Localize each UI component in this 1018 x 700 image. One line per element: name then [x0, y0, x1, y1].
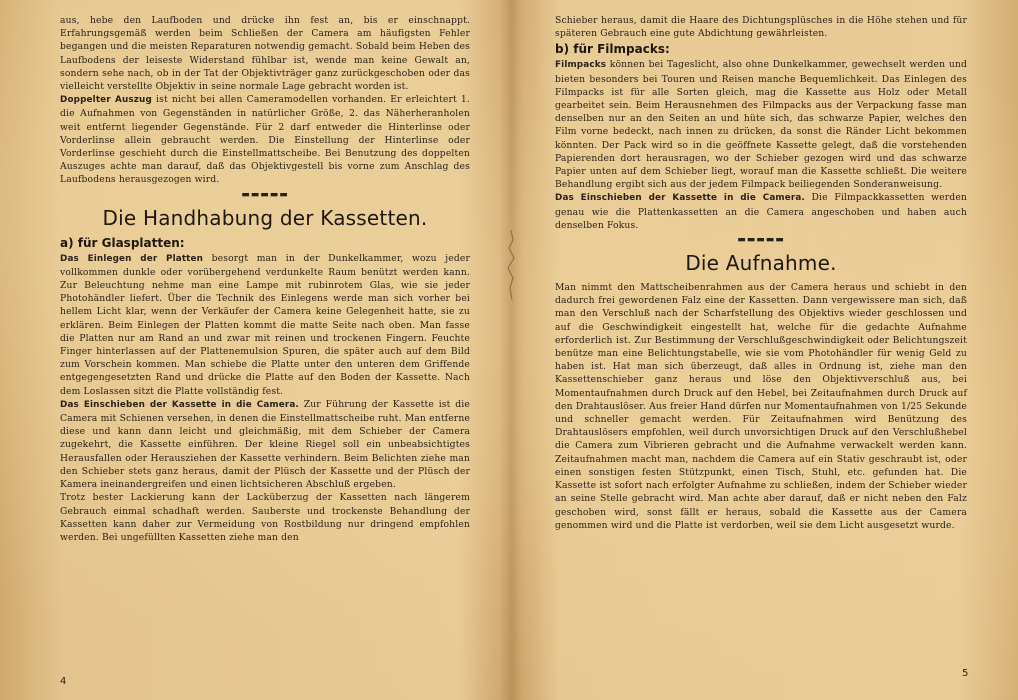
left-paragraph-2-lead: Doppelter Auszug	[60, 95, 152, 106]
left-subheading: a) für Glasplatten:	[60, 235, 185, 250]
left-paragraph-2	[60, 93, 470, 186]
left-paragraph-4	[60, 398, 470, 491]
right-paragraph-4: Man nimmt den Mattscheibenrahmen aus der Camera heraus und schiebt in den dadurch frei gewordenen Falz eine der Kassetten. Dann vergewissere man sich, daß man den Verschluß nach der Scharfstellung des Objektivs wieder geschlossen und auf die Geschwindigkeit eingestellt hat, welche für die gedachte Aufnahme erforderlich ist. Zur Bestimmung der Verschlußgeschwindigkeit oder Belichtungszeit benütze man eine Belichtungstabelle, wie sie vom Photohändler für wenig Geld zu haben ist. Hat man sich überzeugt, daß alles in Ordnung ist, ziehe man den Kassettenschieber ganz heraus und löse den Objektivverschluß aus, bei Momentaufnahmen durch Druck auf den Hebel, bei Zeitaufnahmen durch Druck auf den Drahtauslöser. Aus freier Hand dürfen nur Momentaufnahmen von 1/25 Sekunde und schneller gemacht werden. Für Zeitaufnahmen wird Benützung des Drahtauslösers empfohlen, weil durch unvorsichtigen Druck auf den Verschlußhebel die Camera zum Vibrieren gebracht und die Aufnahme verwackelt werden kann. Zeitaufnahmen macht man, nachdem die Camera auf ein Stativ geschraubt ist, oder einen sonstigen festen Stützpunkt, einen Tisch, Stuhl, etc. gefunden hat. Die Kassette ist sofort nach erfolgter Aufnahme zu schließen, indem der Schieber wieder an seine Stelle gebracht wird. Man achte aber darauf, daß er nicht neben den Falz geschoben wird, sonst fällt er heraus, sobald die Kassette aus der Camera genommen wird und die Platte ist verdorben, weil sie dem Licht ausgesetzt wurde.	[555, 282, 967, 531]
center-fold	[500, 0, 522, 700]
left-paragraph-3-lead: Das Einlegen der Platten	[60, 253, 204, 264]
left-ornament: ▬▬▬▬▬	[241, 189, 289, 200]
left-page	[60, 14, 470, 544]
right-paragraph-2-text: können bei Tageslicht, also ohne Dunkelkammer, gewechselt werden und bieten besonders bei Touren und Reisen manche Bequemlichkeit. Das Einlegen des Filmpacks ist für alle Sorten gleich, mag die Kassette aus Holz oder Metall gearbeitet sein. Beim Herausnehmen des Filmpacks aus der Verpackung fasse man denselben nur an den Seiten an und hüte sich, das schwarze Papier, welches den Film vorne bedeckt, nach innen zu drücken, da sonst die Ränder Licht bekommen könnten. Der Pack wird so in die geöffnete Kassette gelegt, daß die vorstehenden Papierenden dort herausragen, wo der Schieber gezogen wird und das schwarze Papier unten auf dem Schieber liegt, worauf man die Kassette schließt. Die weitere Behandlung ergibt sich aus der jedem Filmpack beiliegenden Sonderanweisung.	[555, 59, 967, 191]
left-paragraph-5: Trotz bester Lackierung kann der Lacküberzug der Kassetten nach längerem Gebrauch einmal schadhaft werden. Sauberste und trockenste Behandlung der Kassetten kann daher zur Vermeidung von Rostbildung nur dringend empfohlen werden. Bei ungefüllten Kassetten ziehe man den	[60, 492, 470, 543]
right-paragraph-3-text: Die Filmpackkassetten werden genau wie die Plattenkassetten an die Camera angeschoben und haben auch denselben Fokus.	[555, 192, 967, 231]
paper-tear	[504, 230, 518, 300]
right-heading: Die Aufnahme.	[685, 251, 837, 276]
right-ornament: ▬▬▬▬▬	[737, 235, 785, 246]
right-paragraph-2-lead: Filmpacks	[555, 60, 607, 71]
left-paragraph-1: aus, hebe den Laufboden und drücke ihn fest an, bis er einschnappt. Erfahrungsgemäß werden beim Schließen der Camera am häufigsten Fehler begangen und die meisten Reparaturen notwendig gemacht. Sobald beim Heben des Laufbodens der leiseste Widerstand fühlbar ist, wende man keine Gewalt an, sondern sehe nach, ob in der Tat der Objektivträger ganz zurückgeschoben oder das vielleicht verstellte Objektiv in seine normale Lage gebracht worden ist.	[60, 15, 470, 93]
right-subheading: b) für Filmpacks:	[555, 42, 670, 57]
left-paragraph-2-text: ist nicht bei allen Cameramodellen vorhanden. Er erleichtert 1. die Aufnahmen von Gegenständen in natürlicher Größe, 2. das Näherheranholen weit entfernt liegender Gegenstände. Für 2 darf entweder die Hinterlinse oder Vorderlinse allein gebraucht werden. Die Einstellung der Hinterlinse oder Vorderlinse geschieht durch die Einstellmattscheibe. Bei Benutzung des doppelten Auszuges achte man darauf, daß das Objektivgestell bis vorne zum Anschlag des Laufbodens herausgezogen wird.	[60, 94, 470, 186]
left-heading: Die Handhabung der Kassetten.	[102, 205, 428, 230]
left-page-number: 4	[60, 676, 67, 687]
left-paragraph-4-lead: Das Einschieben der Kassette in die Camera.	[60, 399, 299, 410]
right-paragraph-3	[555, 191, 967, 232]
right-page-number: 5	[962, 668, 969, 679]
right-paragraph-3-lead: Das Einschieben der Kassette in die Camera.	[555, 193, 805, 204]
right-paragraph-1: Schieber heraus, damit die Haare des Dichtungsplüsches in die Höhe stehen und für späteren Gebrauch eine gute Abdichtung gewährleisten.	[555, 15, 967, 40]
left-paragraph-4-text: Zur Führung der Kassette ist die Camera mit Schienen versehen, in denen die Einstellmattscheibe ruht. Man entferne diese und kann dann leicht und gleichmäßig, mit dem Schieber der Camera zugekehrt, die Kassette einführen. Der kleine Riegel soll ein unbeabsichtigtes Herausfallen oder Herausziehen der Kassette verhindern. Beim Belichten ziehe man den Schieber stets ganz heraus, damit der Plüsch der Kassette und der Plüsch der Kamera ineinandergreifen und einen lichtsicheren Abschluß ergeben.	[60, 398, 470, 491]
left-paragraph-3-text: besorgt man in der Dunkelkammer, wozu jeder vollkommen dunkle oder vorübergehend verdunkelte Raum benützt werden kann. Zur Beleuchtung nehme man eine Lampe mit rubinrotem Glas, wie sie jeder Photohändler liefert. Über die Technik des Einlegens werde man sich vorher bei hellem Licht klar, wenn der Verkäufer der Camera keine Gelegenheit hatte, sie zu erklären. Beim Einlegen der Platten kommt die matte Seite nach oben. Man fasse die Platten nur am Rand an und zwar mit reinen und trockenen Fingern. Feuchte Finger hinterlassen auf der Plattenemulsion Spuren, die später auch auf dem Bild zum Vorschein kommen. Man schiebe die Platte unter den unteren dem Griffende entgegengesetzten Rand und drücke die Platte auf den Boden der Kassette. Nach dem Loslassen sitzt die Platte vollständig fest.	[60, 252, 470, 397]
right-page	[555, 14, 967, 532]
right-paragraph-2	[555, 58, 967, 191]
left-paragraph-3	[60, 252, 470, 398]
